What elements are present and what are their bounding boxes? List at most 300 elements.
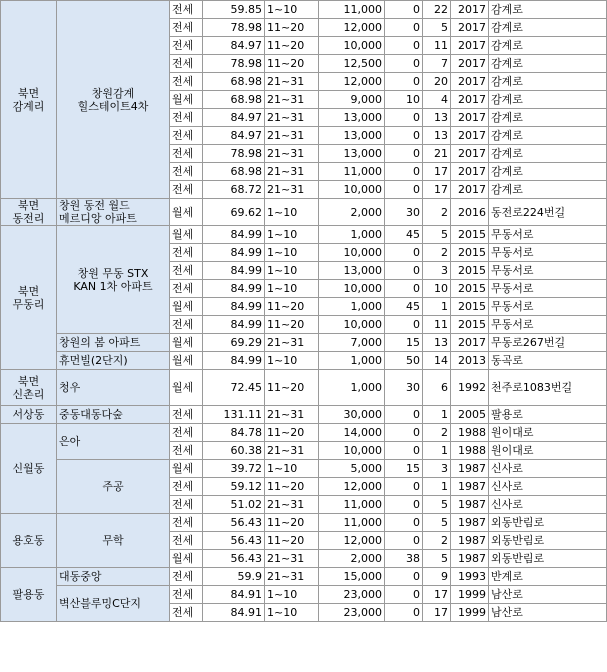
built-year-cell: 2016	[451, 199, 489, 226]
count-cell: 22	[423, 1, 451, 19]
floor-range-cell: 1~10	[265, 226, 319, 244]
road-name-cell: 천주로1083번길	[489, 370, 607, 406]
region-cell	[1, 424, 57, 514]
road-name-cell: 감계로	[489, 163, 607, 181]
floor-range-cell: 11~20	[265, 424, 319, 442]
text-line: 창원감계	[91, 86, 135, 100]
area-cell: 59.9	[203, 568, 265, 586]
deal-type-cell: 전세	[170, 181, 203, 199]
deposit-cell: 1,000	[319, 226, 385, 244]
road-name-cell: 감계로	[489, 109, 607, 127]
text-line: 창원의 봄 아파트	[59, 336, 141, 349]
table-row	[1, 1, 607, 19]
monthly-rent-cell: 0	[385, 127, 423, 145]
deal-type-cell: 전세	[170, 1, 203, 19]
table-row	[1, 226, 607, 244]
count-cell: 7	[423, 55, 451, 73]
road-name-cell: 남산로	[489, 586, 607, 604]
monthly-rent-cell: 45	[385, 298, 423, 316]
count-cell: 5	[423, 19, 451, 37]
road-name-cell: 신사로	[489, 460, 607, 478]
deposit-cell: 12,500	[319, 55, 385, 73]
deposit-cell: 1,000	[319, 298, 385, 316]
area-cell: 69.62	[203, 199, 265, 226]
road-name-cell: 동전로224번길	[489, 199, 607, 226]
monthly-rent-cell: 0	[385, 406, 423, 424]
built-year-cell: 2017	[451, 37, 489, 55]
road-name-cell: 감계로	[489, 37, 607, 55]
monthly-rent-cell: 0	[385, 514, 423, 532]
deposit-cell: 23,000	[319, 604, 385, 622]
monthly-rent-cell: 0	[385, 568, 423, 586]
deal-type-cell: 월세	[170, 91, 203, 109]
apartment-name-cell	[57, 199, 170, 226]
built-year-cell: 2017	[451, 1, 489, 19]
region-cell	[1, 514, 57, 568]
built-year-cell: 1987	[451, 478, 489, 496]
floor-range-cell: 11~20	[265, 478, 319, 496]
count-cell: 11	[423, 316, 451, 334]
count-cell: 11	[423, 37, 451, 55]
text-line: 동전리	[12, 212, 45, 225]
road-name-cell: 남산로	[489, 604, 607, 622]
built-year-cell: 2017	[451, 19, 489, 37]
apartment-name-cell	[57, 334, 170, 352]
floor-range-cell: 21~31	[265, 91, 319, 109]
built-year-cell: 1988	[451, 424, 489, 442]
deal-type-cell: 전세	[170, 37, 203, 55]
deposit-cell: 9,000	[319, 91, 385, 109]
deposit-cell: 11,000	[319, 163, 385, 181]
area-cell: 84.91	[203, 604, 265, 622]
built-year-cell: 2013	[451, 352, 489, 370]
area-cell: 84.99	[203, 352, 265, 370]
deal-type-cell: 월세	[170, 334, 203, 352]
count-cell: 5	[423, 496, 451, 514]
built-year-cell: 2015	[451, 298, 489, 316]
built-year-cell: 1988	[451, 442, 489, 460]
area-cell: 78.98	[203, 145, 265, 163]
region-cell	[1, 1, 57, 199]
count-cell: 14	[423, 352, 451, 370]
text-line: KAN 1차 아파트	[73, 279, 153, 293]
deal-type-cell: 전세	[170, 19, 203, 37]
floor-range-cell: 1~10	[265, 352, 319, 370]
built-year-cell: 2017	[451, 73, 489, 91]
apartment-name-cell	[57, 514, 170, 568]
deposit-cell: 13,000	[319, 145, 385, 163]
text-line: 용호동	[12, 534, 45, 547]
deposit-cell: 13,000	[319, 127, 385, 145]
area-cell: 39.72	[203, 460, 265, 478]
count-cell: 5	[423, 226, 451, 244]
deal-type-cell: 전세	[170, 145, 203, 163]
monthly-rent-cell: 30	[385, 370, 423, 406]
monthly-rent-cell: 0	[385, 604, 423, 622]
deal-type-cell: 전세	[170, 604, 203, 622]
built-year-cell: 2005	[451, 406, 489, 424]
count-cell: 1	[423, 298, 451, 316]
area-cell: 78.98	[203, 19, 265, 37]
monthly-rent-cell: 0	[385, 586, 423, 604]
floor-range-cell: 21~31	[265, 163, 319, 181]
area-cell: 56.43	[203, 514, 265, 532]
apartment-name-cell	[57, 586, 170, 622]
monthly-rent-cell: 0	[385, 262, 423, 280]
floor-range-cell: 1~10	[265, 244, 319, 262]
count-cell: 2	[423, 244, 451, 262]
count-cell: 13	[423, 109, 451, 127]
area-cell: 84.99	[203, 298, 265, 316]
text-line: 서상동	[12, 408, 45, 421]
built-year-cell: 1993	[451, 568, 489, 586]
floor-range-cell: 21~31	[265, 442, 319, 460]
apartment-name-cell	[57, 226, 170, 334]
region-cell	[1, 199, 57, 226]
table-body	[1, 1, 607, 622]
monthly-rent-cell: 45	[385, 226, 423, 244]
deal-type-cell: 월세	[170, 352, 203, 370]
monthly-rent-cell: 50	[385, 352, 423, 370]
count-cell: 20	[423, 73, 451, 91]
road-name-cell: 감계로	[489, 19, 607, 37]
deal-type-cell: 전세	[170, 496, 203, 514]
floor-range-cell: 1~10	[265, 262, 319, 280]
deal-type-cell: 전세	[170, 406, 203, 424]
built-year-cell: 2017	[451, 334, 489, 352]
floor-range-cell: 21~31	[265, 496, 319, 514]
floor-range-cell: 1~10	[265, 460, 319, 478]
floor-range-cell: 21~31	[265, 550, 319, 568]
apartment-name-cell	[57, 424, 170, 460]
text-line: 힐스테이트4차	[77, 99, 149, 113]
text-line: 창원 무동 STX	[77, 266, 149, 280]
area-cell: 51.02	[203, 496, 265, 514]
text-line: 주공	[102, 480, 124, 493]
deal-type-cell: 전세	[170, 442, 203, 460]
road-name-cell: 무동서로	[489, 244, 607, 262]
area-cell: 78.98	[203, 55, 265, 73]
floor-range-cell: 11~20	[265, 55, 319, 73]
deposit-cell: 11,000	[319, 1, 385, 19]
road-name-cell: 신사로	[489, 496, 607, 514]
road-name-cell: 감계로	[489, 181, 607, 199]
text-line: 북면	[17, 86, 40, 100]
built-year-cell: 2017	[451, 181, 489, 199]
table-row	[1, 586, 607, 604]
floor-range-cell: 21~31	[265, 145, 319, 163]
region-cell	[1, 406, 57, 424]
built-year-cell: 2015	[451, 280, 489, 298]
floor-range-cell: 11~20	[265, 37, 319, 55]
text-line: 신월동	[12, 462, 45, 475]
deal-type-cell: 전세	[170, 568, 203, 586]
built-year-cell: 2015	[451, 226, 489, 244]
count-cell: 10	[423, 280, 451, 298]
area-cell: 84.91	[203, 586, 265, 604]
table-row	[1, 460, 607, 478]
deal-type-cell: 전세	[170, 262, 203, 280]
built-year-cell: 1987	[451, 496, 489, 514]
deposit-cell: 23,000	[319, 586, 385, 604]
road-name-cell: 외동반림로	[489, 550, 607, 568]
built-year-cell: 1992	[451, 370, 489, 406]
count-cell: 3	[423, 262, 451, 280]
built-year-cell: 2017	[451, 163, 489, 181]
region-cell	[1, 370, 57, 406]
region-cell	[1, 568, 57, 622]
road-name-cell: 외동반림로	[489, 532, 607, 550]
count-cell: 4	[423, 91, 451, 109]
deal-type-cell: 전세	[170, 55, 203, 73]
road-name-cell: 감계로	[489, 127, 607, 145]
deal-type-cell: 전세	[170, 316, 203, 334]
deposit-cell: 5,000	[319, 460, 385, 478]
monthly-rent-cell: 0	[385, 163, 423, 181]
area-cell: 84.97	[203, 37, 265, 55]
table-row	[1, 334, 607, 352]
built-year-cell: 1987	[451, 514, 489, 532]
deal-type-cell: 전세	[170, 163, 203, 181]
apartment-name-cell	[57, 352, 170, 370]
road-name-cell: 무동서로	[489, 226, 607, 244]
deposit-cell: 7,000	[319, 334, 385, 352]
road-name-cell: 원이대로	[489, 442, 607, 460]
floor-range-cell: 1~10	[265, 604, 319, 622]
built-year-cell: 1987	[451, 550, 489, 568]
deal-type-cell: 월세	[170, 550, 203, 568]
deposit-cell: 10,000	[319, 37, 385, 55]
table-row	[1, 514, 607, 532]
table-row	[1, 568, 607, 586]
road-name-cell: 감계로	[489, 1, 607, 19]
monthly-rent-cell: 0	[385, 424, 423, 442]
deal-type-cell: 전세	[170, 478, 203, 496]
deposit-cell: 10,000	[319, 316, 385, 334]
area-cell: 84.97	[203, 109, 265, 127]
count-cell: 2	[423, 424, 451, 442]
apartment-name-cell	[57, 370, 170, 406]
area-cell: 68.98	[203, 73, 265, 91]
deal-type-cell: 전세	[170, 73, 203, 91]
text-line: 무동리	[12, 297, 45, 311]
deal-type-cell: 전세	[170, 514, 203, 532]
text-line: 메르디앙 아파트	[59, 212, 137, 225]
area-cell: 84.99	[203, 280, 265, 298]
built-year-cell: 2015	[451, 316, 489, 334]
area-cell: 84.99	[203, 226, 265, 244]
deposit-cell: 2,000	[319, 199, 385, 226]
deposit-cell: 12,000	[319, 19, 385, 37]
text-line: 북면	[17, 374, 40, 388]
deposit-cell: 30,000	[319, 406, 385, 424]
monthly-rent-cell: 0	[385, 73, 423, 91]
road-name-cell: 무동서로	[489, 316, 607, 334]
text-line: 은아	[59, 435, 81, 448]
monthly-rent-cell: 0	[385, 280, 423, 298]
apartment-name-cell	[57, 460, 170, 514]
area-cell: 72.45	[203, 370, 265, 406]
text-line: 팔용동	[12, 588, 45, 601]
road-name-cell: 무동서로	[489, 262, 607, 280]
monthly-rent-cell: 0	[385, 1, 423, 19]
deposit-cell: 1,000	[319, 370, 385, 406]
count-cell: 3	[423, 460, 451, 478]
floor-range-cell: 11~20	[265, 19, 319, 37]
deal-type-cell: 월세	[170, 460, 203, 478]
deal-type-cell: 전세	[170, 127, 203, 145]
deal-type-cell: 월세	[170, 226, 203, 244]
built-year-cell: 2017	[451, 145, 489, 163]
count-cell: 17	[423, 163, 451, 181]
deal-type-cell: 월세	[170, 370, 203, 406]
count-cell: 2	[423, 532, 451, 550]
road-name-cell: 감계로	[489, 55, 607, 73]
monthly-rent-cell: 0	[385, 109, 423, 127]
text-line: 청우	[59, 381, 81, 394]
count-cell: 21	[423, 145, 451, 163]
road-name-cell: 감계로	[489, 145, 607, 163]
monthly-rent-cell: 0	[385, 496, 423, 514]
deposit-cell: 11,000	[319, 514, 385, 532]
text-line: 중동대동다숲	[59, 408, 123, 421]
count-cell: 1	[423, 478, 451, 496]
area-cell: 84.78	[203, 424, 265, 442]
monthly-rent-cell: 0	[385, 181, 423, 199]
count-cell: 17	[423, 181, 451, 199]
count-cell: 6	[423, 370, 451, 406]
region-cell	[1, 226, 57, 370]
built-year-cell: 2017	[451, 55, 489, 73]
area-cell: 68.98	[203, 163, 265, 181]
built-year-cell: 1999	[451, 604, 489, 622]
table-row	[1, 199, 607, 226]
count-cell: 5	[423, 550, 451, 568]
monthly-rent-cell: 0	[385, 316, 423, 334]
text-line: 휴먼빌(2단지)	[59, 354, 128, 367]
floor-range-cell: 1~10	[265, 1, 319, 19]
built-year-cell: 2015	[451, 244, 489, 262]
road-name-cell: 신사로	[489, 478, 607, 496]
text-line: 북면	[17, 284, 40, 298]
monthly-rent-cell: 0	[385, 478, 423, 496]
area-cell: 59.85	[203, 1, 265, 19]
deposit-cell: 12,000	[319, 532, 385, 550]
area-cell: 56.43	[203, 550, 265, 568]
monthly-rent-cell: 15	[385, 460, 423, 478]
deal-type-cell: 전세	[170, 424, 203, 442]
count-cell: 5	[423, 514, 451, 532]
floor-range-cell: 1~10	[265, 199, 319, 226]
table-row	[1, 424, 607, 442]
count-cell: 13	[423, 334, 451, 352]
floor-range-cell: 21~31	[265, 406, 319, 424]
monthly-rent-cell: 10	[385, 91, 423, 109]
deposit-cell: 10,000	[319, 181, 385, 199]
deposit-cell: 14,000	[319, 424, 385, 442]
count-cell: 1	[423, 406, 451, 424]
built-year-cell: 1987	[451, 532, 489, 550]
floor-range-cell: 11~20	[265, 370, 319, 406]
floor-range-cell: 21~31	[265, 334, 319, 352]
text-line: 무학	[102, 534, 124, 547]
area-cell: 69.29	[203, 334, 265, 352]
built-year-cell: 2017	[451, 109, 489, 127]
built-year-cell: 2017	[451, 127, 489, 145]
deposit-cell: 2,000	[319, 550, 385, 568]
apartment-name-cell	[57, 406, 170, 424]
deposit-cell: 13,000	[319, 262, 385, 280]
deposit-cell: 15,000	[319, 568, 385, 586]
monthly-rent-cell: 0	[385, 532, 423, 550]
table-row	[1, 406, 607, 424]
deposit-cell: 13,000	[319, 109, 385, 127]
count-cell: 2	[423, 199, 451, 226]
monthly-rent-cell: 0	[385, 19, 423, 37]
road-name-cell: 감계로	[489, 73, 607, 91]
built-year-cell: 2015	[451, 262, 489, 280]
table-row	[1, 352, 607, 370]
text-line: 창원 동전 월드	[59, 199, 130, 212]
area-cell: 131.11	[203, 406, 265, 424]
road-name-cell: 감계로	[489, 91, 607, 109]
floor-range-cell: 21~31	[265, 181, 319, 199]
monthly-rent-cell: 38	[385, 550, 423, 568]
count-cell: 9	[423, 568, 451, 586]
deposit-cell: 11,000	[319, 496, 385, 514]
deal-type-cell: 전세	[170, 532, 203, 550]
deal-type-cell: 전세	[170, 244, 203, 262]
apartment-name-cell	[57, 568, 170, 586]
floor-range-cell: 11~20	[265, 298, 319, 316]
road-name-cell: 동곡로	[489, 352, 607, 370]
area-cell: 84.99	[203, 316, 265, 334]
road-name-cell: 무동서로	[489, 298, 607, 316]
count-cell: 13	[423, 127, 451, 145]
area-cell: 56.43	[203, 532, 265, 550]
deal-type-cell: 전세	[170, 280, 203, 298]
deal-type-cell: 월세	[170, 199, 203, 226]
monthly-rent-cell: 0	[385, 442, 423, 460]
floor-range-cell: 11~20	[265, 514, 319, 532]
monthly-rent-cell: 0	[385, 55, 423, 73]
text-line: 벽산블루밍C단지	[59, 597, 142, 610]
road-name-cell: 원이대로	[489, 424, 607, 442]
deposit-cell: 10,000	[319, 280, 385, 298]
floor-range-cell: 21~31	[265, 568, 319, 586]
text-line: 감계리	[12, 99, 45, 113]
monthly-rent-cell: 30	[385, 199, 423, 226]
area-cell: 59.12	[203, 478, 265, 496]
area-cell: 68.98	[203, 91, 265, 109]
road-name-cell: 무동서로	[489, 280, 607, 298]
area-cell: 84.99	[203, 262, 265, 280]
area-cell: 68.72	[203, 181, 265, 199]
floor-range-cell: 21~31	[265, 109, 319, 127]
built-year-cell: 1987	[451, 460, 489, 478]
road-name-cell: 팔용로	[489, 406, 607, 424]
road-name-cell: 반계로	[489, 568, 607, 586]
floor-range-cell: 21~31	[265, 73, 319, 91]
monthly-rent-cell: 0	[385, 37, 423, 55]
floor-range-cell: 11~20	[265, 532, 319, 550]
road-name-cell: 무동로267번길	[489, 334, 607, 352]
apartment-name-cell	[57, 1, 170, 199]
count-cell: 1	[423, 442, 451, 460]
floor-range-cell: 21~31	[265, 127, 319, 145]
count-cell: 17	[423, 604, 451, 622]
area-cell: 84.99	[203, 244, 265, 262]
